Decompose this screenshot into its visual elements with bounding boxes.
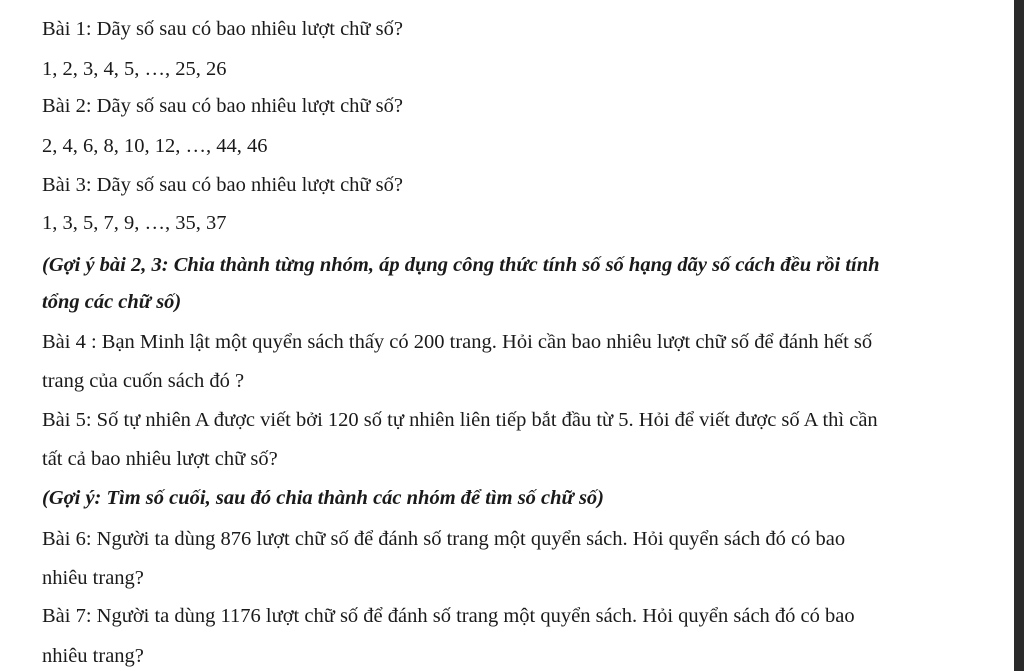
- window-edge-divider: [1014, 0, 1024, 671]
- exercise-7-line-2: nhiêu trang?: [42, 645, 144, 667]
- exercise-7-line-1: Bài 7: Người ta dùng 1176 lượt chữ số để đánh số trang một quyển sách. Hỏi quyển sách đó có bao: [42, 605, 855, 627]
- exercise-2-sequence: 2, 4, 6, 8, 10, 12, …, 44, 46: [42, 135, 268, 157]
- exercise-1-question: Bài 1: Dãy số sau có bao nhiêu lượt chữ số?: [42, 18, 403, 40]
- exercise-5-line-1: Bài 5: Số tự nhiên A được viết bởi 120 số tự nhiên liên tiếp bắt đầu từ 5. Hỏi để viết được số A thì cần: [42, 409, 878, 431]
- exercise-4-line-2: trang của cuốn sách đó ?: [42, 370, 245, 392]
- exercise-2-question: Bài 2: Dãy số sau có bao nhiêu lượt chữ số?: [42, 95, 403, 117]
- exercise-4-line-1: Bài 4 : Bạn Minh lật một quyển sách thấy có 200 trang. Hỏi cần bao nhiêu lượt chữ số để đánh hết số: [42, 331, 873, 353]
- hint-exercise-2-3-line-2: tổng các chữ số): [42, 291, 182, 313]
- exercise-5-line-2: tất cả bao nhiêu lượt chữ số?: [42, 448, 278, 470]
- exercise-3-question: Bài 3: Dãy số sau có bao nhiêu lượt chữ số?: [42, 174, 403, 196]
- hint-exercise-5: (Gợi ý: Tìm số cuối, sau đó chia thành các nhóm để tìm số chữ số): [42, 487, 605, 509]
- exercise-6-line-1: Bài 6: Người ta dùng 876 lượt chữ số để đánh số trang một quyển sách. Hỏi quyển sách đó có bao: [42, 528, 846, 550]
- exercise-6-line-2: nhiêu trang?: [42, 567, 144, 589]
- hint-exercise-2-3-line-1: (Gợi ý bài 2, 3: Chia thành từng nhóm, áp dụng công thức tính số số hạng dãy số cách đều rồi tính: [42, 254, 880, 276]
- exercise-3-sequence: 1, 3, 5, 7, 9, …, 35, 37: [42, 212, 227, 234]
- exercise-1-sequence: 1, 2, 3, 4, 5, …, 25, 26: [42, 58, 227, 80]
